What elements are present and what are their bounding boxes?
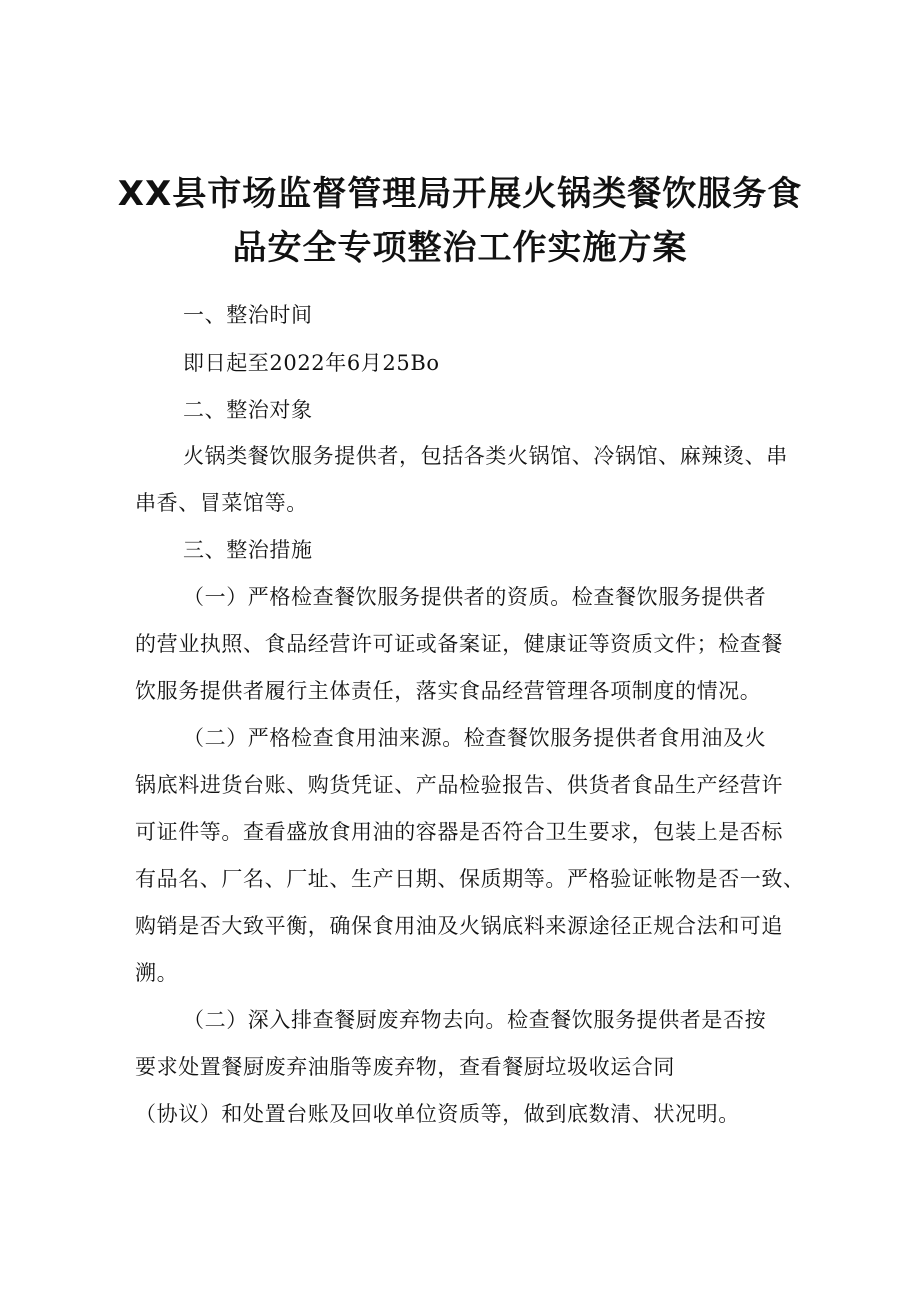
paragraph-line: 购销是否大致平衡，确保食用油及火锅底料来源途径正规合法和可追	[135, 914, 783, 938]
section-heading-target: 二、整治对象	[183, 398, 313, 422]
document-title-line-1: XX县市场监督管理局开展火锅类餐饮服务食	[117, 174, 803, 214]
paragraph-line: （一）严格检查餐饮服务提供者的资质。检查餐饮服务提供者	[183, 585, 767, 609]
paragraph-line: 锅底料进货台账、购货凭证、产品检验报告、供货者食品生产经营许	[135, 773, 783, 797]
paragraph-line: 可证件等。查看盛放食用油的容器是否符合卫生要求，包装上是否标	[135, 820, 783, 844]
paragraph-line: 饮服务提供者履行主体责任，落实食品经营管理各项制度的情况。	[135, 679, 762, 703]
paragraph-line: 即日起至2022年6月25Bo	[183, 351, 440, 375]
paragraph-line: （协议）和处置台账及回收单位资质等，做到底数清、状况明。	[135, 1102, 740, 1126]
paragraph-line: （二）深入排查餐厨废弃物去向。检查餐饮服务提供者是否按	[183, 1008, 767, 1032]
paragraph-line: （二）严格检查食用油来源。检查餐饮服务提供者食用油及火	[183, 726, 767, 750]
section-heading-time: 一、整治时间	[183, 303, 313, 327]
paragraph-line: 火锅类餐饮服务提供者，包括各类火锅馆、冷锅馆、麻辣烫、串	[183, 444, 788, 468]
section-heading-measures: 三、整治措施	[183, 538, 313, 562]
paragraph-line: 串香、冒菜馆等。	[135, 491, 308, 515]
paragraph-line: 要求处置餐厨废弃油脂等废弃物，查看餐厨垃圾收运合同	[135, 1055, 675, 1079]
paragraph-line: 有品名、厂名、厂址、生产日期、保质期等。严格验证帐物是否一致、	[135, 867, 805, 891]
document-title-line-2: 品安全专项整治工作实施方案	[232, 228, 688, 268]
paragraph-line: 的营业执照、食品经营许可证或备案证，健康证等资质文件；检查餐	[135, 632, 783, 656]
paragraph-line: 溯。	[135, 961, 179, 985]
